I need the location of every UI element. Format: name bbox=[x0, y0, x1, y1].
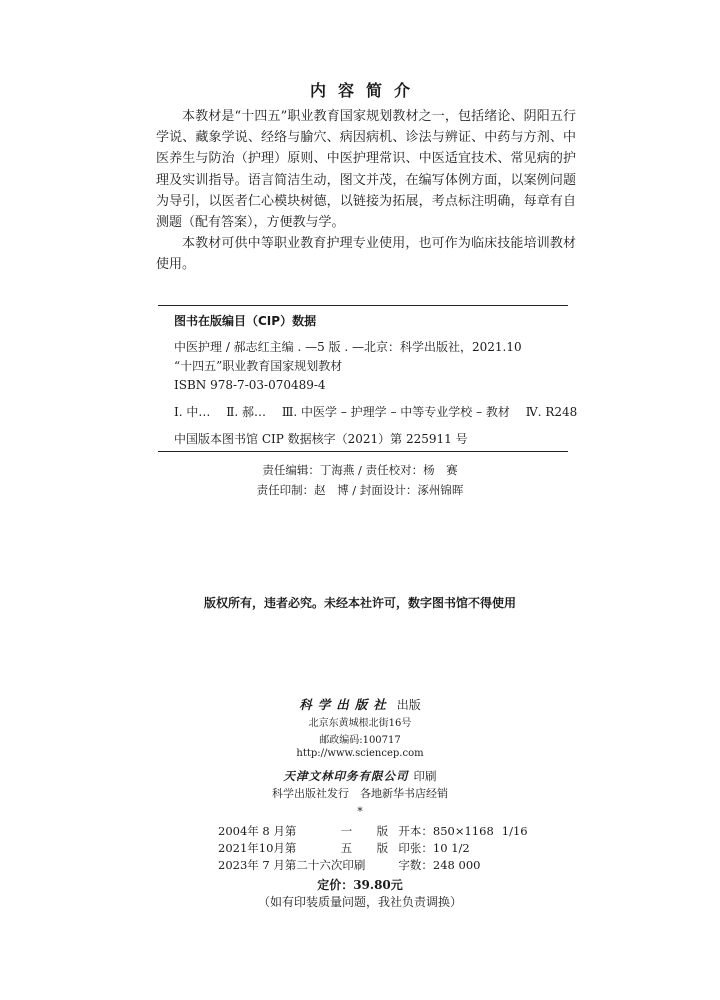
postcode: 邮政编码:100717 bbox=[319, 735, 401, 746]
sheets-info: 印张：10 1/2 bbox=[398, 840, 470, 855]
format-fraction: 1/16 bbox=[501, 823, 528, 838]
cip-line: “十四五”职业教育国家规划教材 bbox=[174, 359, 343, 373]
edition-number: 五 bbox=[340, 840, 353, 855]
cip-line: ISBN 978-7-03-070489-4 bbox=[174, 378, 326, 392]
publisher-address: 北京东黄城根北街16号 bbox=[308, 718, 412, 729]
printer-logo: 天津文林印务有限公司 bbox=[283, 769, 409, 783]
editor-credits: 责任编辑：丁海燕 / 责任校对：杨 赛 bbox=[262, 463, 458, 477]
cip-line: 中医护理 / 郝志红主编 . —5 版 . —北京：科学出版社，2021.10 bbox=[174, 340, 522, 354]
classification-item: Ⅱ. 郝… bbox=[226, 405, 266, 419]
word-count: 字数：248 000 bbox=[398, 857, 481, 872]
cip-data-block bbox=[158, 305, 578, 452]
classification-item: Ⅰ. 中… bbox=[174, 405, 211, 419]
cip-heading: 图书在版编目（CIP）数据 bbox=[174, 314, 317, 328]
printer-line bbox=[0, 765, 720, 784]
edition-date: 2021年10月第 bbox=[218, 840, 297, 855]
top-rule bbox=[158, 305, 568, 306]
edition-unit: 版 bbox=[376, 823, 389, 838]
separator-star: * bbox=[357, 805, 363, 818]
distribution-line: 科学出版社发行 各地新华书店经销 bbox=[272, 787, 448, 800]
publisher-suffix: 出版 bbox=[396, 698, 421, 712]
copyright-notice: 版权所有，违者必究。未经本社许可，数字图书馆不得使用 bbox=[203, 596, 516, 610]
printer-suffix: 印刷 bbox=[413, 769, 437, 783]
format-info: 开本：850×1168 bbox=[398, 823, 494, 838]
publisher-logo: 科学出版社 bbox=[299, 697, 392, 712]
cip-classification bbox=[174, 403, 578, 422]
price: 定价：39.80元 bbox=[317, 878, 403, 892]
publisher-line bbox=[0, 694, 720, 713]
quality-notice: （如有印装质量问题，我社负责调换） bbox=[257, 895, 462, 909]
edition-row bbox=[218, 822, 528, 839]
url-link[interactable]: http://www.sciencep.com bbox=[296, 748, 424, 759]
publisher-url[interactable] bbox=[0, 748, 720, 759]
classification-item: Ⅳ. R248 bbox=[525, 405, 578, 419]
edition-row bbox=[218, 839, 528, 856]
summary-paragraph: 本教材可供中等职业教育护理专业使用，也可作为临床技能培训教材使用。 bbox=[156, 236, 576, 273]
production-credits: 责任印制：赵 博 / 封面设计：涿州锦晖 bbox=[256, 483, 464, 497]
summary-title: 内容简介 bbox=[309, 81, 422, 100]
print-count: 2023年 7 月第二十六次印刷 bbox=[218, 857, 366, 872]
edition-unit: 版 bbox=[376, 840, 389, 855]
bottom-rule bbox=[158, 451, 568, 452]
edition-number: 一 bbox=[340, 823, 353, 838]
edition-info-table bbox=[218, 822, 528, 873]
summary-body bbox=[156, 106, 576, 276]
edition-row bbox=[218, 856, 528, 873]
classification-item: Ⅲ. 中医学 – 护理学 – 中等专业学校 – 教材 bbox=[281, 405, 510, 419]
summary-paragraph: 本教材是“十四五”职业教育国家规划教材之一，包括绪论、阴阳五行学说、藏象学说、经络与腧穴、病因病机、诊法与辨证、中药与方剂、中医养生与防治（护理）原则、中医护理常识、中医适宜技术、常见病的护理及实训指导。语言简洁生动，图文并茂，在编写体例方面，以案例问题为导引，以医者仁心模块树德，以链接为拓展，考点标注明确，每章有自测题（配有答案），方便教与学。 bbox=[156, 109, 576, 231]
cip-number: 中国版本图书馆 CIP 数据核字（2021）第 225911 号 bbox=[174, 432, 468, 446]
edition-date: 2004年 8 月第 bbox=[218, 823, 297, 838]
